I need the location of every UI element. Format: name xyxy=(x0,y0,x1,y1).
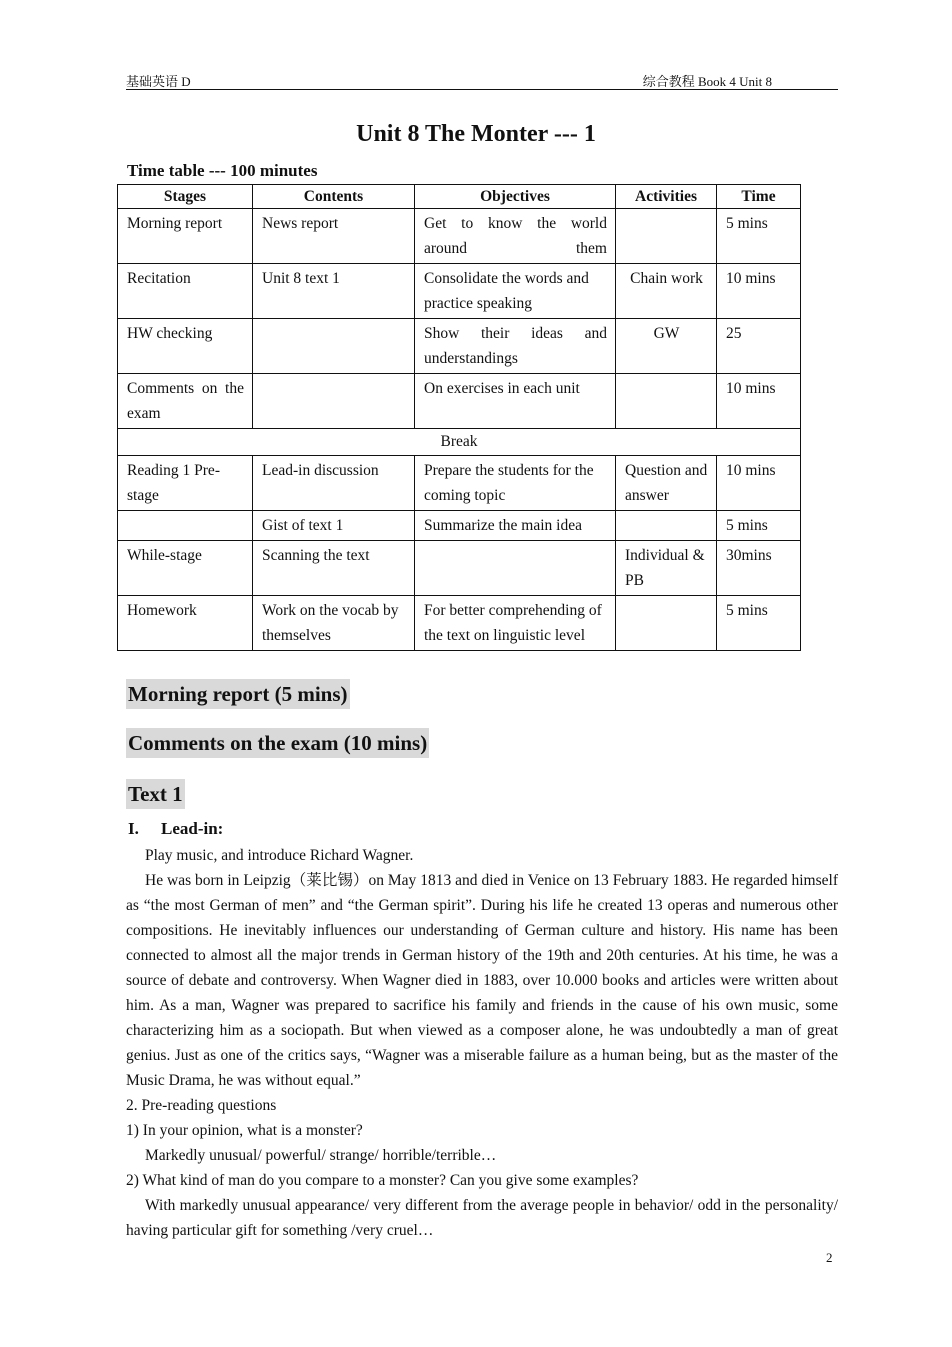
question-1: 1) In your opinion, what is a monster? xyxy=(126,1122,363,1139)
cell-content: Scanning the text xyxy=(253,541,415,596)
answer-1: Markedly unusual/ powerful/ strange/ horrible/terrible… xyxy=(145,1147,497,1164)
table-row xyxy=(118,596,801,651)
cell-content xyxy=(253,374,415,429)
cell-stage: Morning report xyxy=(118,209,253,264)
cell-activity xyxy=(616,374,717,429)
table-row xyxy=(118,541,801,596)
cell-content: Work on the vocab by themselves xyxy=(253,596,415,651)
cell-content: Gist of text 1 xyxy=(253,511,415,541)
page-header xyxy=(126,69,838,90)
cell-time: 10 mins xyxy=(717,456,801,511)
cell-time: 5 mins xyxy=(717,209,801,264)
cell-time: 10 mins xyxy=(717,374,801,429)
section-heading-text1: Text 1 xyxy=(126,779,185,809)
cell-content: Unit 8 text 1 xyxy=(253,264,415,319)
body-text xyxy=(126,843,838,1243)
section-heading-morning-report: Morning report (5 mins) xyxy=(126,679,350,709)
cell-stage xyxy=(118,511,253,541)
cell-activity: Chain work xyxy=(616,264,717,319)
cell-time: 10 mins xyxy=(717,264,801,319)
cell-content: Lead-in discussion xyxy=(253,456,415,511)
cell-objective: Prepare the students for the coming topic xyxy=(415,456,616,511)
cell-stage: HW checking xyxy=(118,319,253,374)
cell-time: 5 mins xyxy=(717,511,801,541)
section-heading-comments: Comments on the exam (10 mins) xyxy=(126,728,429,758)
cell-time: 5 mins xyxy=(717,596,801,651)
table-row xyxy=(118,374,801,429)
answer-2: With markedly unusual appearance/ very different from the average people in behavior/ odd in the personality/ having particular gift for something /very cruel… xyxy=(126,1197,838,1239)
cell-stage: Recitation xyxy=(118,264,253,319)
header-right: 综合教程 Book 4 Unit 8 xyxy=(642,74,772,89)
break-cell: Break xyxy=(118,429,801,456)
cell-activity: GW xyxy=(616,319,717,374)
cell-content xyxy=(253,319,415,374)
lead-in-number: I. xyxy=(128,819,139,838)
cell-objective: Consolidate the words and practice speaking xyxy=(415,264,616,319)
cell-activity: Question and answer xyxy=(616,456,717,511)
lead-in-label: Lead-in: xyxy=(161,819,224,838)
paragraph: Play music, and introduce Richard Wagner. xyxy=(145,847,414,864)
cell-stage: While-stage xyxy=(118,541,253,596)
table-row xyxy=(118,209,801,264)
lead-in-heading xyxy=(128,819,223,839)
timetable-label: Time table --- 100 minutes xyxy=(127,161,318,180)
header-contents: Contents xyxy=(253,185,415,209)
cell-objective: On exercises in each unit xyxy=(415,374,616,429)
header-left: 基础英语 D xyxy=(126,74,191,89)
question-2: 2) What kind of man do you compare to a monster? Can you give some examples? xyxy=(126,1172,639,1189)
cell-stage: Homework xyxy=(118,596,253,651)
cell-time: 25 xyxy=(717,319,801,374)
header-stages: Stages xyxy=(118,185,253,209)
cell-activity xyxy=(616,209,717,264)
page-title: Unit 8 The Monter --- 1 xyxy=(356,121,596,147)
cell-time: 30mins xyxy=(717,541,801,596)
paragraph-wagner-bio: He was born in Leipzig（莱比锡）on May 1813 and died in Venice on 13 February 1883. He regarded himself as “the most German of men” and “the German spirit”. During his life he created 13 operas and numerous other compositions. He inevitably influences our understanding of German culture and history. His name has been connected to almost all the major trends in German history of the 19th and 20th centuries. At his time, he was a source of debate and controversy. When Wagner died in 1883, over 10.000 books and articles were written about him. As a man, Wagner was prepared to sacrifice his family and friends in the cause of his own music, some characterizing him as a sociopath. But when viewed as a composer alone, he was undoubtedly a man of great genius. Just as one of the critics says, “Wagner was a miserable failure as a human being, but as the master of the Music Drama, he was without equal.” xyxy=(126,872,838,1089)
header-objectives: Objectives xyxy=(415,185,616,209)
cell-objective: Show their ideas and understandings xyxy=(415,319,616,374)
cell-activity: Individual & PB xyxy=(616,541,717,596)
table-row xyxy=(118,264,801,319)
cell-objective xyxy=(415,541,616,596)
table-row-break xyxy=(118,429,801,456)
header-activities: Activities xyxy=(616,185,717,209)
table-row xyxy=(118,511,801,541)
cell-objective: Get to know the world around them xyxy=(415,209,616,264)
timetable xyxy=(117,184,801,651)
cell-objective: For better comprehending of the text on linguistic level xyxy=(415,596,616,651)
cell-activity xyxy=(616,596,717,651)
table-row xyxy=(118,319,801,374)
cell-activity xyxy=(616,511,717,541)
cell-stage: Comments on the exam xyxy=(118,374,253,429)
page-number: 2 xyxy=(826,1250,833,1265)
paragraph-prereading-heading: 2. Pre-reading questions xyxy=(126,1097,277,1114)
cell-objective: Summarize the main idea xyxy=(415,511,616,541)
cell-stage: Reading 1 Pre-stage xyxy=(118,456,253,511)
header-time: Time xyxy=(717,185,801,209)
cell-content: News report xyxy=(253,209,415,264)
table-row xyxy=(118,456,801,511)
timetable-header-row xyxy=(118,185,801,209)
